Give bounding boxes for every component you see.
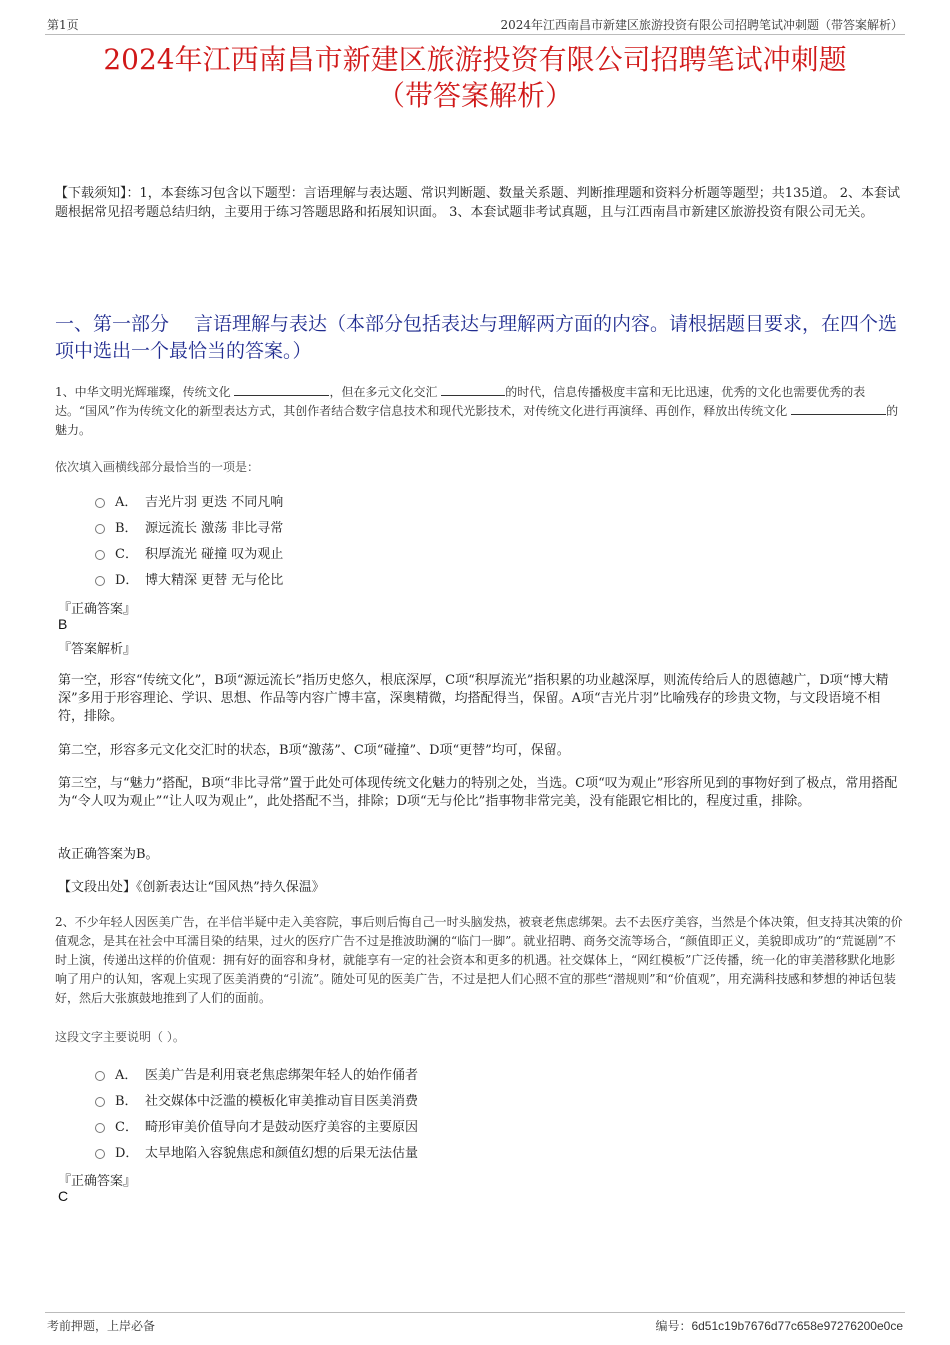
option-text: 畸形审美价值导向才是鼓动医疗美容的主要原因 (145, 1119, 419, 1135)
footer-slogan: 考前押题，上岸必备 (47, 1319, 156, 1333)
question-2-text: 2、不少年轻人因医美广告，在半信半疑中走入美容院，事后则后悔自己一时头脑发热，被衰老焦虑绑架。去不去医疗美容，当然是个体决策，但支持其决策的价值观念，是其在社会中耳濡目染的结果，过火的医疗广告不过是推波助澜的“临门一脚”。就业招聘、商务交流等场合，“颜值即正义，美貌即成功”的“荒诞剧”不时上演，传递出这样的价值观：拥有好的面容和身材，就能享有一定的社会资本和更多的机遇。社交媒体上，“网红模板”广泛传播，统一化的审美潜移默化地影响了用户的认知，客观上实现了医美消费的“引流”。随处可见的医美广告，不过是把人们心照不宣的那些“潜规则”和“价值观”，用充满科技感和梦想的神话包装好，然后大张旗鼓地推到了人们的面前。 (55, 915, 903, 1005)
radio-button[interactable] (95, 550, 105, 560)
title-line-2: （带答案解析） (376, 79, 573, 112)
fill-blank (441, 383, 505, 396)
option-c[interactable] (95, 1112, 418, 1138)
option-text: 积厚流光 碰撞 叹为观止 (145, 546, 284, 562)
option-letter: B． (115, 1093, 138, 1109)
option-text: 博大精深 更替 无与伦比 (145, 572, 284, 588)
analysis-label: 『答案解析』 (58, 642, 137, 657)
option-letter: C． (115, 1119, 138, 1135)
option-letter: D． (115, 572, 139, 588)
radio-button[interactable] (95, 1097, 105, 1107)
option-text: 源远流长 激荡 非比寻常 (145, 520, 284, 536)
radio-button[interactable] (95, 1149, 105, 1159)
analysis-paragraph-1: 第一空，形容“传统文化”，B项“源远流长”指历史悠久，根底深厚，C项“积厚流光”指积累的功业越深厚，则流传给后人的恩德越广，D项“博大精深”多用于形容理论、学识、思想、作品等内容广博丰富，深奥精微，均搭配得当，保留。A项“吉光片羽”比喻残存的珍贵文物，与文段语境不相符，排除。 (58, 673, 889, 724)
correct-answer: B (58, 616, 68, 632)
code-value: 6d51c19b7676d77c658e97276200e0ce (691, 1319, 903, 1333)
fill-blank (791, 402, 886, 415)
option-letter: B． (115, 520, 138, 536)
correct-answer-label: 『正确答案』 (58, 1174, 137, 1189)
download-notice: 【下载须知】：1，本套练习包含以下题型：言语理解与表达题、常识判断题、数量关系题、判断推理题和资料分析题等题型；共135道。 2、本套试题根据常见招考题总结归纳，主要用于练习答题思路和拓展知识面。 3、本套试题非考试真题，且与江西南昌市新建区旅游投资有限公司无关。 (55, 186, 900, 220)
question-2-options (95, 1060, 418, 1164)
q1-seg4: 的魅力。 (55, 404, 899, 437)
page-number: 第1页 (47, 18, 79, 32)
document-title (40, 42, 910, 114)
radio-button[interactable] (95, 524, 105, 534)
question-1-prompt: 依次填入画横线部分最恰当的一项是： (55, 460, 260, 474)
text-source: 【文段出处】《创新表达让“国风热”持久保温》 (58, 880, 325, 895)
option-a[interactable] (95, 1060, 418, 1086)
code-label: 编号： (655, 1319, 692, 1333)
q1-seg3: 的时代，信息传播极度丰富和无比迅速，优秀的文化也需要优秀的表达。“国风”作为传统文化的新型表达方式，其创作者结合数字信息技术和现代光影技术，对传统文化进行再演绎、再创作，释放出传统文化 (55, 385, 866, 418)
section-title: 一、第一部分 言语理解与表达（本部分包括表达与理解两方面的内容。请根据题目要求，在四个选项中选出一个最恰当的答案。） (55, 313, 898, 362)
radio-button[interactable] (95, 1071, 105, 1081)
analysis-paragraph-2: 第二空，形容多元文化交汇时的状态，B项“激荡”、C项“碰撞”、D项“更替”均可，保留。 (58, 743, 570, 758)
page-header (45, 14, 905, 35)
option-letter: D． (115, 1145, 139, 1161)
option-d[interactable] (95, 1138, 418, 1164)
correct-answer-label: 『正确答案』 (58, 602, 137, 617)
option-c[interactable] (95, 539, 283, 565)
fill-blank (234, 383, 329, 396)
option-text: 医美广告是利用衰老焦虑绑架年轻人的始作俑者 (145, 1067, 419, 1083)
title-line-1: 2024年江西南昌市新建区旅游投资有限公司招聘笔试冲刺题 (103, 43, 847, 76)
document-code (655, 1317, 903, 1334)
radio-button[interactable] (95, 498, 105, 508)
option-text: 吉光片羽 更迭 不同凡响 (145, 494, 284, 510)
analysis-paragraph-3: 第三空，与“魅力”搭配，B项“非比寻常”置于此处可体现传统文化魅力的特别之处，当选。C项“叹为观止”形容所见到的事物好到了极点，常用搭配为“令人叹为观止”“让人叹为观止”，此处搭配不当，排除；D项“无与伦比”指事物非常完美，没有能跟它相比的，程度过重，排除。 (58, 776, 898, 809)
option-letter: C． (115, 546, 138, 562)
correct-answer: C (58, 1188, 69, 1204)
analysis-conclusion: 故正确答案为B。 (58, 847, 159, 862)
question-1-text (55, 383, 905, 440)
q1-seg2: ，但在多元文化交汇 (329, 385, 442, 399)
radio-button[interactable] (95, 1123, 105, 1133)
q1-seg1: 1、中华文明光辉璀璨，传统文化 (55, 385, 235, 399)
page-footer (45, 1312, 905, 1335)
option-b[interactable] (95, 513, 283, 539)
question-2-prompt: 这段文字主要说明（ ）。 (55, 1030, 185, 1044)
option-letter: A． (115, 1067, 138, 1083)
option-a[interactable] (95, 487, 283, 513)
header-doc-title: 2024年江西南昌市新建区旅游投资有限公司招聘笔试冲刺题（带答案解析） (500, 18, 903, 32)
option-text: 社交媒体中泛滥的模板化审美推动盲目医美消费 (145, 1093, 419, 1109)
question-1-options (95, 487, 283, 591)
option-d[interactable] (95, 565, 283, 591)
option-text: 太早地陷入容貌焦虑和颜值幻想的后果无法估量 (145, 1145, 419, 1161)
option-letter: A． (115, 494, 138, 510)
radio-button[interactable] (95, 576, 105, 586)
option-b[interactable] (95, 1086, 418, 1112)
